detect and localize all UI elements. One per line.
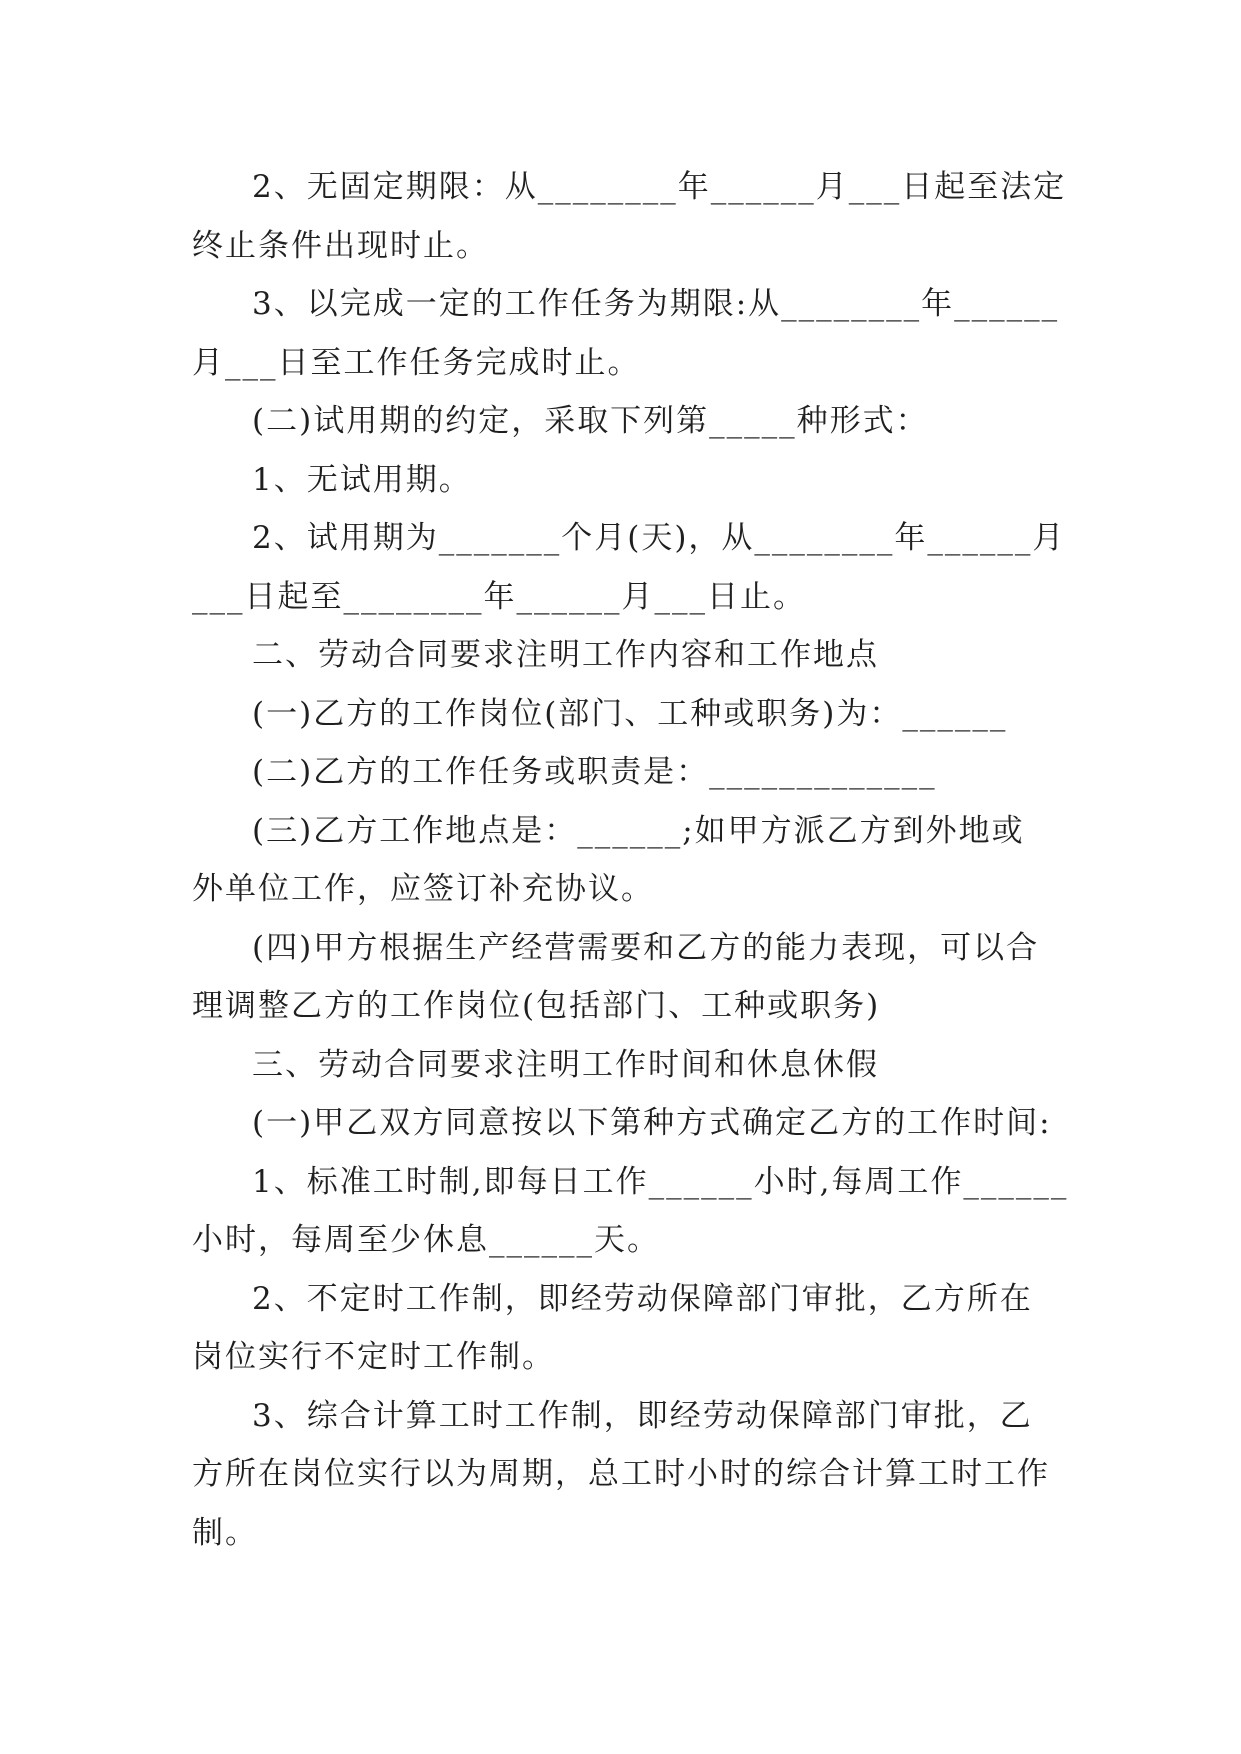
text-line: 外单位工作，应签订补充协议。 bbox=[192, 871, 654, 907]
text-line: 制。 bbox=[192, 1514, 258, 1551]
text-line: (二)乙方的工作任务或职责是：_____________ bbox=[252, 754, 937, 790]
document-body bbox=[192, 158, 1069, 1562]
text-line: 月___日至工作任务完成时止。 bbox=[192, 344, 641, 381]
section-heading: 二、劳动合同要求注明工作内容和工作地点 bbox=[252, 637, 879, 673]
section-heading: 三、劳动合同要求注明工作时间和休息休假 bbox=[252, 1046, 879, 1083]
text-line: (一)乙方的工作岗位(部门、工种或职务)为：______ bbox=[252, 695, 1008, 732]
text-line: 3、以完成一定的工作任务为期限:从________年______ bbox=[252, 286, 1060, 322]
text-line: 2、试用期为_______个月(天)，从________年______月 bbox=[252, 520, 1066, 556]
text-line: 终止条件出现时止。 bbox=[192, 227, 489, 264]
text-line: 3、综合计算工时工作制，即经劳动保障部门审批，乙 bbox=[252, 1397, 1033, 1434]
text-line: 2、不定时工作制，即经劳动保障部门审批，乙方所在 bbox=[252, 1280, 1033, 1317]
text-line: 岗位实行不定时工作制。 bbox=[192, 1339, 555, 1375]
text-line: 2、无固定期限：从________年______月___日起至法定 bbox=[252, 169, 1067, 205]
text-line: 1、无试用期。 bbox=[252, 461, 472, 498]
text-line: 1、标准工时制,即每日工作______小时,每周工作______ bbox=[252, 1163, 1069, 1200]
text-line: (二)试用期的约定，采取下列第_____种形式： bbox=[252, 403, 929, 439]
text-line: ___日起至________年______月___日止。 bbox=[192, 578, 806, 615]
text-line: 小时，每周至少休息______天。 bbox=[192, 1222, 660, 1258]
text-line: (一)甲乙双方同意按以下第种方式确定乙方的工作时间: bbox=[252, 1105, 1052, 1141]
text-line: (三)乙方工作地点是：______;如甲方派乙方到外地或 bbox=[252, 812, 1025, 849]
text-line: 方所在岗位实行以为周期，总工时小时的综合计算工时工作 bbox=[192, 1456, 1050, 1492]
text-line: (四)甲方根据生产经营需要和乙方的能力表现，可以合 bbox=[252, 929, 1040, 966]
text-line: 理调整乙方的工作岗位(包括部门、工种或职务) bbox=[192, 988, 881, 1024]
